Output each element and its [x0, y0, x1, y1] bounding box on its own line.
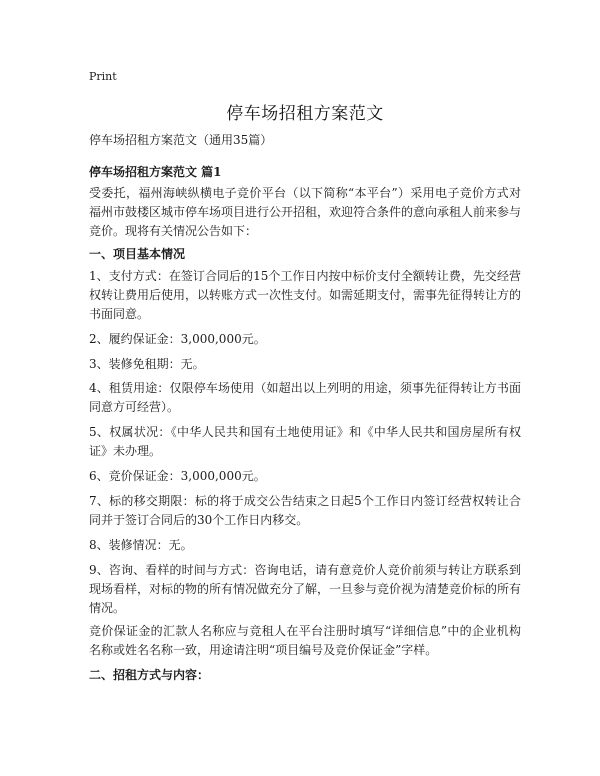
document-title: 停车场招租方案范文 — [226, 104, 384, 124]
list-item-consultation: 9、咨询、看样的时间与方式：咨询电话，请有意竞价人竞价前须与转让方联系到现场看样，对标的物的所有情况做充分了解，一旦参与竞价视为清楚竞价标的所有情况。 — [89, 563, 522, 615]
section-heading-bidding: 二、招租方式与内容： — [89, 668, 210, 682]
list-item-rent-free: 3、装修免租期：无。 — [89, 357, 205, 371]
list-item-bid-deposit: 6、竞价保证金：3,000,000元。 — [89, 469, 266, 483]
deposit-note-paragraph: 竞价保证金的汇款人名称应与竞租人在平台注册时填写“详细信息”中的企业机构名称或姓名名称一致，用途请注明“项目编号及竞价保证金”字样。 — [89, 624, 521, 657]
list-item-handover: 7、标的移交期限：标的将于成交公告结束之日起5个工作日内签订经营权转让合同并于签订合同后的30个工作日内移交。 — [89, 494, 521, 527]
list-item-payment: 1、支付方式：在签订合同后的15个工作日内按中标价支付全额转让费，先交经营权转让费用后使用，以转账方式一次性支付。如需延期支付，需事先征得转让方的书面同意。 — [89, 269, 522, 321]
chapter-heading: 停车场招租方案范文 篇1 — [89, 165, 222, 179]
intro-paragraph: 受委托，福州海峡纵横电子竞价平台（以下简称“本平台”）采用电子竞价方式对福州市鼓楼区城市停车场项目进行公开招租，欢迎符合条件的意向承租人前来参与竞价。现将有关情况公告如下： — [89, 186, 522, 238]
list-item-performance-bond: 2、履约保证金：3,000,000元。 — [89, 332, 266, 346]
section-heading-basic-info: 一、项目基本情况 — [89, 247, 186, 261]
list-item-ownership: 5、权属状况：《中华人民共和国有土地使用证》和《中华人民共和国房屋所有权证》未办理。 — [89, 425, 521, 458]
list-item-decoration: 8、装修情况：无。 — [89, 538, 193, 552]
print-label[interactable]: Print — [89, 70, 117, 83]
document-subtitle: 停车场招租方案范文（通用35篇） — [89, 133, 273, 147]
list-item-usage: 4、租赁用途：仅限停车场使用（如超出以上列明的用途，须事先征得转让方书面同意方可经营）。 — [89, 381, 521, 414]
